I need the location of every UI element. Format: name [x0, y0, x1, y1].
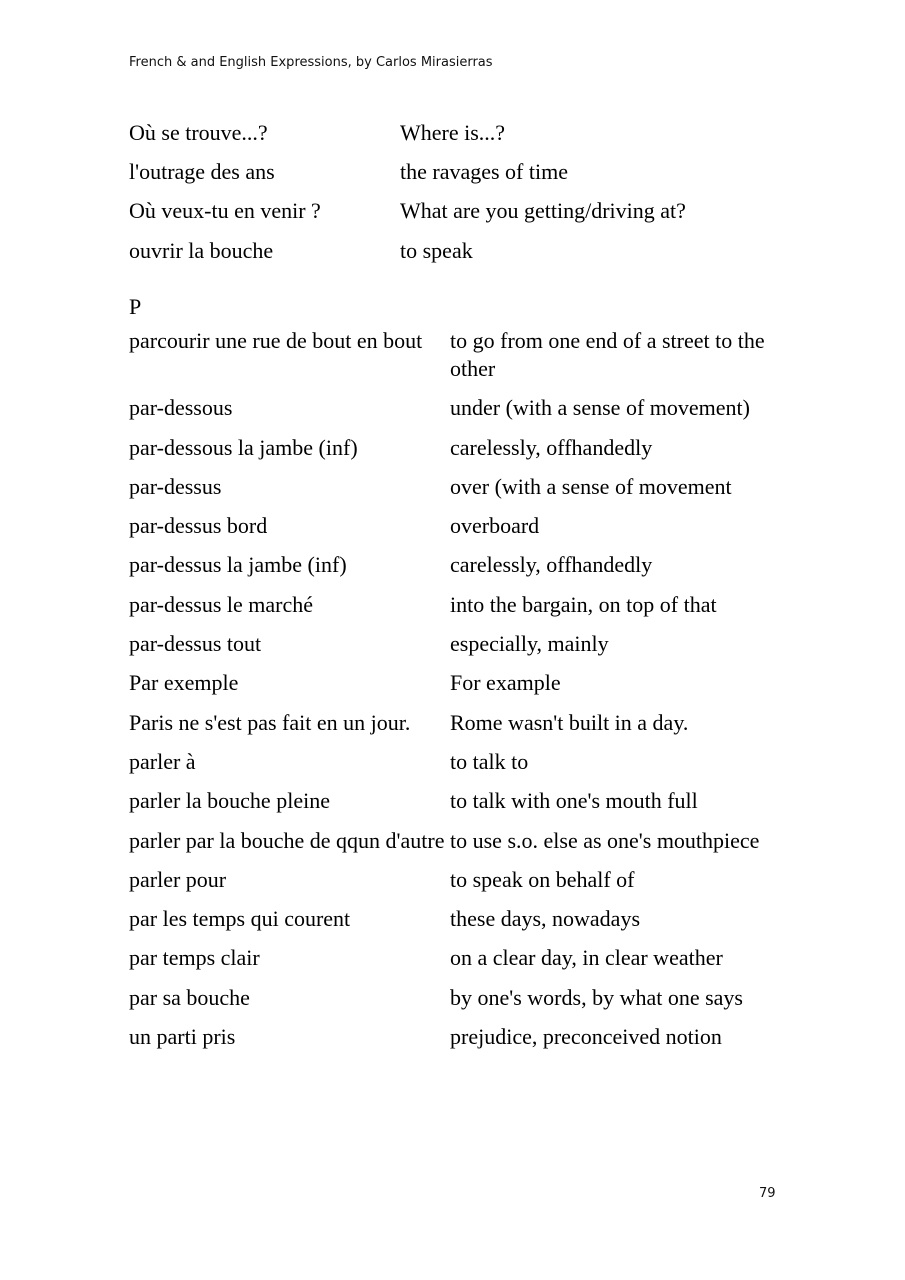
french-expression: parler par la bouche de qqun d'autre	[129, 827, 445, 853]
list-item	[129, 551, 809, 590]
english-translation: under (with a sense of movement)	[450, 395, 750, 421]
french-expression: par-dessous la jambe (inf)	[129, 434, 358, 460]
french-expression: par temps clair	[129, 945, 260, 971]
section-o-list	[129, 113, 809, 270]
french-expression: parler pour	[129, 866, 227, 892]
english-translation: to talk to	[450, 748, 529, 774]
english-translation: overboard	[450, 513, 540, 539]
english-translation: carelessly, offhandedly	[450, 552, 653, 578]
french-expression: parler la bouche pleine	[129, 788, 330, 814]
english-translation: to speak	[400, 237, 473, 263]
french-expression: Paris ne s'est pas fait en un jour.	[129, 709, 411, 735]
english-translation: over (with a sense of movement	[450, 473, 732, 499]
list-item	[129, 905, 809, 944]
french-expression: par-dessous	[129, 395, 233, 421]
english-translation: carelessly, offhandedly	[450, 434, 653, 460]
list-item	[129, 394, 809, 433]
french-expression: par-dessus le marché	[129, 591, 314, 617]
section-p-list	[129, 327, 809, 1062]
french-expression: par-dessus la jambe (inf)	[129, 552, 347, 578]
english-translation: What are you getting/driving at?	[400, 198, 686, 224]
page-header: French & and English Expressions, by Carlos Mirasierras	[129, 55, 493, 70]
french-expression: par-dessus tout	[129, 631, 262, 657]
french-expression: parcourir une rue de bout en bout	[129, 328, 423, 353]
english-translation: prejudice, preconceived notion	[450, 1024, 722, 1050]
english-translation: by one's words, by what one says	[450, 984, 743, 1010]
section-letter-heading: P	[129, 294, 142, 319]
list-item	[129, 630, 809, 669]
french-expression: un parti pris	[129, 1024, 236, 1050]
french-expression: parler à	[129, 748, 196, 774]
english-translation: Where is...?	[400, 119, 506, 145]
list-item	[129, 591, 809, 630]
list-item	[129, 787, 809, 826]
english-translation: to use s.o. else as one's mouthpiece	[450, 827, 760, 853]
french-expression: Où veux-tu en venir ?	[129, 198, 321, 224]
list-item	[129, 748, 809, 787]
english-translation: especially, mainly	[450, 631, 609, 657]
page-number: 79	[759, 1186, 776, 1201]
list-item	[129, 152, 809, 191]
french-expression: ouvrir la bouche	[129, 237, 274, 263]
english-translation: to speak on behalf of	[450, 866, 635, 892]
list-item	[129, 192, 809, 231]
english-translation: on a clear day, in clear weather	[450, 945, 723, 971]
french-expression: par les temps qui courent	[129, 906, 351, 932]
list-item	[129, 669, 809, 708]
english-translation: to go from one end of a street to the other	[450, 328, 765, 381]
list-item	[129, 709, 809, 748]
list-item	[129, 512, 809, 551]
list-item	[129, 473, 809, 512]
english-translation: the ravages of time	[400, 158, 568, 184]
french-expression: l'outrage des ans	[129, 158, 275, 184]
french-expression: Où se trouve...?	[129, 119, 268, 145]
list-item	[129, 944, 809, 983]
english-translation: Rome wasn't built in a day.	[450, 709, 689, 735]
french-expression: Par exemple	[129, 670, 239, 696]
english-translation: to talk with one's mouth full	[450, 788, 698, 814]
list-item	[129, 113, 809, 152]
list-item	[129, 984, 809, 1023]
english-translation: these days, nowadays	[450, 906, 641, 932]
list-item	[129, 231, 809, 270]
english-translation: For example	[450, 670, 561, 696]
french-expression: par-dessus bord	[129, 513, 268, 539]
english-translation: into the bargain, on top of that	[450, 591, 717, 617]
list-item	[129, 866, 809, 905]
list-item	[129, 327, 809, 394]
french-expression: par-dessus	[129, 473, 222, 499]
french-expression: par sa bouche	[129, 984, 250, 1010]
list-item	[129, 1023, 809, 1062]
list-item	[129, 434, 809, 473]
list-item	[129, 827, 809, 866]
